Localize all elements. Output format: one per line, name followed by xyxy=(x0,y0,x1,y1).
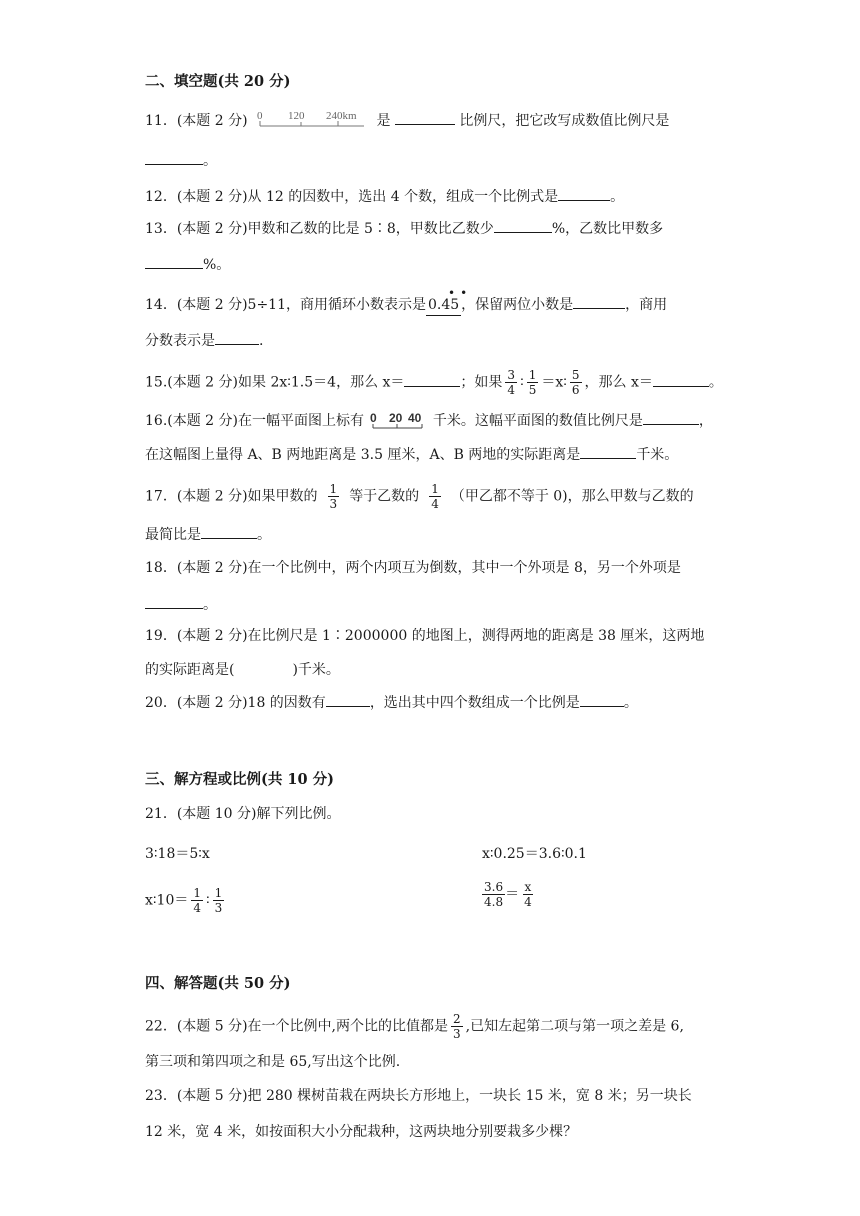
q14-text-b: ，保留两位小数是 xyxy=(461,297,574,313)
section-heading-equations: 三、解方程或比例(共 10 分) xyxy=(145,771,334,788)
fraction: $\frac{1}{5}$ xyxy=(528,368,537,397)
q16-text-a: 16.(本题 2 分)在一幅平面图上标有 xyxy=(145,413,364,429)
question-14-cont xyxy=(145,330,820,351)
q16-scale-label-0: 0 xyxy=(370,411,378,425)
q13-text-a: 13．(本题 2 分)甲数和乙数的比是 5∶8，甲数比乙数少 xyxy=(145,221,494,237)
equals-sign: ＝ xyxy=(505,886,520,903)
answer-blank[interactable] xyxy=(580,692,624,707)
q12-end: 。 xyxy=(610,189,625,205)
answer-blank[interactable] xyxy=(145,254,203,269)
answer-blank[interactable] xyxy=(643,410,699,425)
q21-equation-row-2 xyxy=(145,880,820,915)
q17-text-a: 17．(本题 2 分)如果甲数的 xyxy=(145,488,318,505)
question-18 xyxy=(145,558,820,578)
q15-end: 。 xyxy=(708,374,723,391)
q19-text-a: 19．(本题 2 分)在比例尺是 1∶2000000 的地图上，测得两地的距离是 38 厘米，这两地 xyxy=(145,628,705,644)
q11-scale-label-2: 240km xyxy=(326,110,357,122)
q14-recurring-decimal[interactable]: •• 0.45 xyxy=(426,295,461,316)
q16-scale-label-2: 40 xyxy=(408,411,422,425)
q15-text-c: ＝x∶ xyxy=(541,374,567,391)
q23-text-a: 23．(本题 5 分)把 280 棵树苗栽在两块长方形地上，一块长 15 米，宽 8 米；另一块长 xyxy=(145,1088,692,1104)
q16-text-b: 千米。这幅平面图的数值比例尺是 xyxy=(432,413,643,429)
q19-text-b: 的实际距离是( xyxy=(145,662,235,678)
q17-text-b: 等于乙数的 xyxy=(349,488,420,505)
question-18-cont xyxy=(145,594,820,615)
question-11 xyxy=(145,110,820,132)
q14-text-a: 14．(本题 2 分)5÷11，商用循环小数表示是 xyxy=(145,297,426,313)
q16-scale-label-1: 20 xyxy=(389,411,403,425)
q18-text: 18．(本题 2 分)在一个比例中，两个内项互为倒数，其中一个外项是 8，另一个外项是 xyxy=(145,560,681,576)
fraction: $\frac{1}{4}$ xyxy=(193,886,201,915)
equation-4 xyxy=(482,880,537,909)
fraction: $\frac{2}{3}$ xyxy=(453,1012,461,1041)
answer-blank[interactable] xyxy=(215,330,259,345)
q15-text-a: 15.(本题 2 分)如果 2x∶1.5＝4，那么 x＝ xyxy=(145,374,405,391)
answer-blank[interactable] xyxy=(145,594,203,609)
question-23-cont xyxy=(145,1122,820,1142)
section-heading-fill-blank: 二、填空题(共 20 分) xyxy=(145,73,291,90)
q11-scale-label-0: 0 xyxy=(257,110,263,122)
answer-blank[interactable] xyxy=(558,186,610,201)
q14-end: . xyxy=(259,333,264,349)
fraction: $\frac{1}{3}$ xyxy=(214,886,223,915)
answer-blank[interactable] xyxy=(580,444,636,459)
equation-2: x∶0.25＝3.6∶0.1 xyxy=(482,846,587,862)
question-15: 15.(本题 2 分)如果 2x∶1.5＝4，那么 x＝ ；如果 $\frac{3}{4}$ ∶ $\frac{1}{5}$ ＝x∶ $\frac{5}{6}$ ，那么 x＝ 。 xyxy=(145,368,723,397)
answer-blank[interactable] xyxy=(653,372,709,387)
question-22-cont xyxy=(145,1052,820,1072)
q16-text-d: 在这幅图上量得 A、B 两地距离是 3.5 厘米，A、B 两地的实际距离是 xyxy=(145,447,581,463)
fraction: $\frac{3.6}{4.8}$ xyxy=(484,880,504,909)
answer-blank[interactable] xyxy=(573,294,625,309)
q20-text-b: ，选出其中四个数组成一个比例是 xyxy=(369,695,580,711)
question-19-cont xyxy=(145,660,820,680)
question-16-cont xyxy=(145,444,820,465)
question-20 xyxy=(145,692,820,713)
q22-text-a: 22．(本题 5 分)在一个比例中,两个比的比值都是 xyxy=(145,1018,448,1035)
line-scale-bar-icon xyxy=(370,410,426,432)
q17-text-c: （甲乙都不等于 0)，那么甲数与乙数的 xyxy=(450,488,694,505)
q13-end: %。 xyxy=(203,257,231,273)
q20-end: 。 xyxy=(623,695,638,711)
q15-text-d: ，那么 x＝ xyxy=(584,374,653,391)
q11-end: 。 xyxy=(203,153,217,169)
q22-text-c: 第三项和第四项之和是 65,写出这个比例. xyxy=(145,1054,401,1070)
fraction: $\frac{1}{3}$ xyxy=(329,482,338,511)
q12-text: 12．(本题 2 分)从 12 的因数中，选出 4 个数，组成一个比例式是 xyxy=(145,189,559,205)
question-13 xyxy=(145,218,820,239)
q11-text-a: 是 xyxy=(376,113,391,129)
ratio-sign: ∶ xyxy=(206,892,210,909)
q19-end: )千米。 xyxy=(292,662,340,678)
question-23 xyxy=(145,1086,820,1106)
q21-text: 21．(本题 10 分)解下列比例。 xyxy=(145,806,341,822)
answer-blank[interactable] xyxy=(201,524,257,539)
q11-scale-label-1: 120 xyxy=(288,110,305,122)
question-16 xyxy=(145,410,820,432)
fraction: $\frac{1}{4}$ xyxy=(431,482,439,511)
question-17 xyxy=(145,482,820,511)
question-14 xyxy=(145,286,820,316)
q11-text-b: 比例尺，把它改写成数值比例尺是 xyxy=(459,113,670,129)
q15-text-b: ；如果 xyxy=(460,374,503,391)
fraction: $\frac{3}{4}$ xyxy=(507,368,516,397)
q17-end: 。 xyxy=(257,527,271,543)
q20-text-a: 20．(本题 2 分)18 的因数有 xyxy=(145,695,326,711)
line-scale-bar-icon xyxy=(256,110,368,132)
answer-blank[interactable] xyxy=(145,150,203,165)
q17-text-d: 最简比是 xyxy=(145,527,201,543)
q22-text-b: ,已知左起第二项与第一项之差是 6, xyxy=(465,1018,684,1035)
q14-text-d: 分数表示是 xyxy=(145,333,215,349)
answer-blank[interactable] xyxy=(494,218,552,233)
q23-text-b: 12 米，宽 4 米，如按面积大小分配栽种，这两块地分别要栽多少棵？ xyxy=(145,1124,578,1140)
equation-3-prefix: x∶10＝ xyxy=(145,892,189,909)
q18-end: 。 xyxy=(203,597,217,613)
answer-blank[interactable] xyxy=(326,692,370,707)
question-11-cont xyxy=(145,150,820,171)
question-12 xyxy=(145,186,820,207)
q16-text-c: ， xyxy=(698,413,713,429)
fraction: $\frac{x}{4}$ xyxy=(524,880,532,909)
fraction: $\frac{5}{6}$ xyxy=(571,368,580,397)
question-17-cont xyxy=(145,524,820,545)
q16-end: 千米。 xyxy=(636,447,679,463)
recurring-dots-icon: •• xyxy=(448,286,473,300)
question-21 xyxy=(145,804,820,824)
question-19 xyxy=(145,626,820,646)
answer-blank[interactable] xyxy=(395,110,455,125)
q21-equation-row-1 xyxy=(145,844,820,864)
q14-text-c: ，商用 xyxy=(625,297,668,313)
equation-1: 3∶18＝5∶x xyxy=(145,846,210,862)
q13-text-b: %，乙数比甲数多 xyxy=(551,221,664,237)
question-22 xyxy=(145,1012,820,1041)
answer-blank[interactable] xyxy=(404,372,460,387)
question-13-cont xyxy=(145,254,820,275)
q11-prefix: 11．(本题 2 分) xyxy=(145,113,248,129)
section-heading-answers: 四、解答题(共 50 分) xyxy=(145,975,291,992)
